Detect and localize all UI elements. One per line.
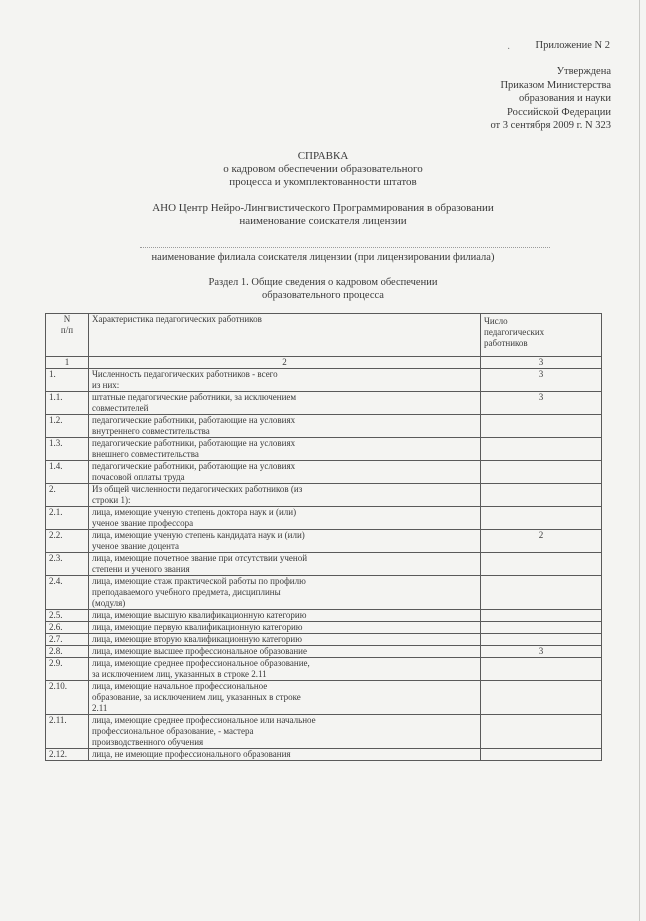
row-count — [481, 484, 602, 507]
row-count — [481, 622, 602, 634]
staff-table — [45, 313, 602, 761]
row-characteristic: лица, имеющие среднее профессиональное образование, за исключением лиц, указанных в строке 2.11 — [89, 658, 481, 681]
row-number: 2.3. — [46, 553, 89, 576]
header-cell-number: N п/п — [46, 314, 89, 357]
header-cell-count: Число педагогических работников — [481, 314, 602, 357]
row-characteristic: штатные педагогические работники, за исключением совместителей — [89, 392, 481, 415]
row-characteristic: педагогические работники, работающие на условиях внешнего совместительства — [89, 438, 481, 461]
row-number: 2.10. — [46, 681, 89, 715]
title-line: СПРАВКА — [297, 150, 349, 162]
row-number: 2.4. — [46, 576, 89, 610]
table-row — [46, 658, 602, 681]
row-count — [481, 610, 602, 622]
approval-line: Утверждена — [556, 66, 611, 77]
row-number: 2.12. — [46, 749, 89, 761]
table-index-row — [46, 357, 602, 369]
row-characteristic: педагогические работники, работающие на условиях внутреннего совместительства — [89, 415, 481, 438]
row-count — [481, 749, 602, 761]
row-characteristic: лица, имеющие начальное профессиональное образование, за исключением лиц, указанных в строке 2.11 — [89, 681, 481, 715]
table-row — [46, 484, 602, 507]
approval-line: Российской Федерации — [507, 106, 611, 118]
row-characteristic: лица, имеющие ученую степень кандидата наук и (или) ученое звание доцента — [89, 530, 481, 553]
row-characteristic: лица, имеющие первую квалификационную категорию — [89, 622, 481, 634]
row-number: 2.9. — [46, 658, 89, 681]
row-characteristic: Из общей численности педагогических работников (из строки 1): — [89, 484, 481, 507]
row-count — [481, 461, 602, 484]
header-cell-characteristic: Характеристика педагогических работников — [89, 314, 481, 357]
table-row — [46, 553, 602, 576]
row-count: 3 — [481, 392, 602, 415]
scan-mark: · — [507, 44, 511, 55]
row-count — [481, 507, 602, 530]
row-characteristic: лица, имеющие среднее профессиональное или начальное профессиональное образование, - мастера производственного обучения — [89, 715, 481, 749]
approval-line: от 3 сентября 2009 г. N 323 — [490, 120, 611, 131]
applicant-name: АНО Центр Нейро-Лингвистического Программирования в образовании — [152, 202, 494, 214]
table-row — [46, 392, 602, 415]
row-number: 2.8. — [46, 646, 89, 658]
title-line: процесса и укомплектованности штатов — [229, 176, 417, 188]
row-number: 1.4. — [46, 461, 89, 484]
index-cell: 1 — [46, 357, 89, 369]
row-count — [481, 658, 602, 681]
approval-block — [411, 65, 611, 133]
row-characteristic: лица, имеющие стаж практической работы по профилю преподаваемого учебного предмета, дисциплины (модуля) — [89, 576, 481, 610]
row-number: 2.11. — [46, 715, 89, 749]
row-characteristic: Численность педагогических работников - всего из них: — [89, 369, 481, 392]
approval-line: Приказом Министерства — [500, 79, 611, 91]
row-number: 2.2. — [46, 530, 89, 553]
row-count — [481, 634, 602, 646]
row-count — [481, 681, 602, 715]
row-count — [481, 715, 602, 749]
page-edge-line — [639, 0, 640, 921]
row-number: 1.2. — [46, 415, 89, 438]
table-row — [46, 715, 602, 749]
branch-caption: наименование филиала соискателя лицензии (при лицензировании филиала) — [151, 252, 495, 263]
applicant-block — [0, 202, 646, 228]
row-count: 2 — [481, 530, 602, 553]
row-number: 2.5. — [46, 610, 89, 622]
table-header-row — [46, 314, 602, 357]
appendix-label: Приложение N 2 — [535, 40, 610, 51]
row-count: 3 — [481, 646, 602, 658]
row-number: 1.1. — [46, 392, 89, 415]
table-row — [46, 438, 602, 461]
table-row — [46, 646, 602, 658]
row-characteristic: лица, имеющие вторую квалификационную категорию — [89, 634, 481, 646]
row-number: 2.6. — [46, 622, 89, 634]
table-row — [46, 634, 602, 646]
table-row — [46, 415, 602, 438]
row-number: 1. — [46, 369, 89, 392]
table-row — [46, 681, 602, 715]
row-count: 3 — [481, 369, 602, 392]
table-row — [46, 576, 602, 610]
row-count — [481, 576, 602, 610]
row-number: 1.3. — [46, 438, 89, 461]
row-characteristic: педагогические работники, работающие на условиях почасовой оплаты труда — [89, 461, 481, 484]
section-line: образовательного процесса — [262, 290, 384, 301]
row-number: 2.7. — [46, 634, 89, 646]
section-line: Раздел 1. Общие сведения о кадровом обеспечении — [208, 277, 438, 288]
row-number: 2. — [46, 484, 89, 507]
row-characteristic: лица, имеющие высшее профессиональное образование — [89, 646, 481, 658]
table-row — [46, 749, 602, 761]
table-row — [46, 507, 602, 530]
title-line: о кадровом обеспечении образовательного — [223, 163, 423, 175]
index-cell: 2 — [89, 357, 481, 369]
table-row — [46, 622, 602, 634]
row-count — [481, 415, 602, 438]
row-characteristic: лица, не имеющие профессионального образования — [89, 749, 481, 761]
table-row — [46, 461, 602, 484]
table-row — [46, 369, 602, 392]
row-characteristic: лица, имеющие почетное звание при отсутствии ученой степени и ученого звания — [89, 553, 481, 576]
row-characteristic: лица, имеющие ученую степень доктора наук и (или) ученое звание профессора — [89, 507, 481, 530]
table-row — [46, 610, 602, 622]
row-number: 2.1. — [46, 507, 89, 530]
branch-fill-line — [140, 247, 550, 248]
row-characteristic: лица, имеющие высшую квалификационную категорию — [89, 610, 481, 622]
table-row — [46, 530, 602, 553]
section-heading — [0, 276, 646, 302]
index-cell: 3 — [481, 357, 602, 369]
row-count — [481, 438, 602, 461]
approval-line: образования и науки — [519, 93, 611, 104]
document-title — [0, 150, 646, 189]
applicant-caption: наименование соискателя лицензии — [239, 215, 407, 227]
row-count — [481, 553, 602, 576]
